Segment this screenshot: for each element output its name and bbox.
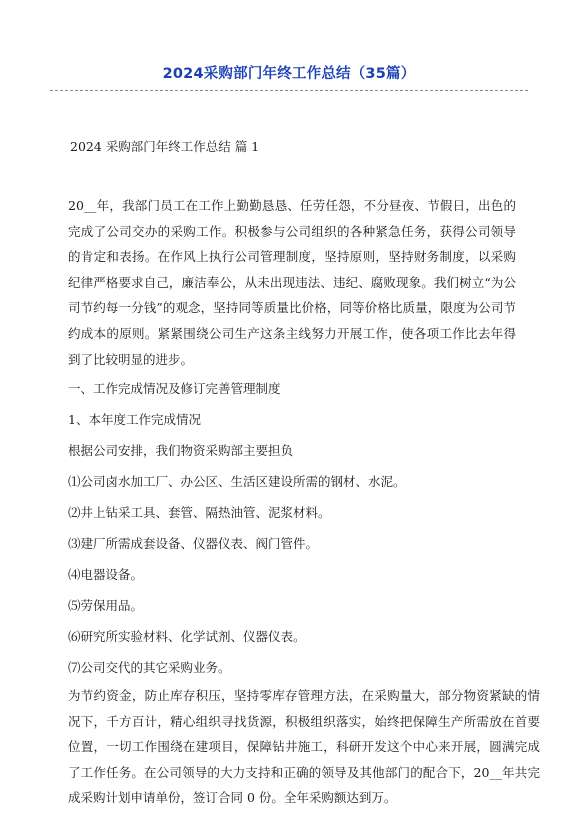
paragraph-procurement: [68, 683, 540, 811]
paragraph-intro-text: 20__年，我部门员工在工作上勤勤恳恳、任劳任怨，不分昼夜、节假日，出色的完成了公司交办的采购工作。积极参与公司组织的各种紧急任务，获得公司领导的肯定和表扬。在作风上执行公司管理制度，坚持原则，坚持财务制度，以采购纪律严格要求自己，廉洁奉公，从未出现违法、违纪、腐败现象。我们树立“为公司节约每一分钱”的观念，坚持同等质量比价格，同等价格比质量，限度为公司节约成本的原则。紧紧围绕公司生产这条主线努力开展工作，使各项工作比去年得到了比较明显的进步。: [68, 198, 516, 367]
list-item: ⑶建厂所需成套设备、仪器仪表、阀门管件。: [68, 536, 319, 551]
paragraph-procurement-text: 为节约资金，防止库存积压，坚持零库存管理方法，在采购量大，部分物资紧缺的情况下，千方百计，精心组织寻找货源，积极组织落实，始终把保障生产所需放在首要位置，一切工作围绕在建项目，保障钻井施工，科研开发这个中心来开展，圆满完成了工作任务。在公司领导的大力支持和正确的领导及其他部门的配合下，20__年共完成采购计划申请单份，签订合同 0 份。全年采购额达到万。: [68, 688, 540, 806]
heading-work-status: 一、工作完成情况及修订完善管理制度: [68, 381, 281, 396]
document-title: 2024采购部门年终工作总结（35篇）: [162, 66, 416, 82]
responsibility-intro: 根据公司安排，我们物资采购部主要担负: [68, 443, 294, 458]
list-item: ⑴公司卤水加工厂、办公区、生活区建设所需的钢材、水泥。: [68, 474, 406, 489]
list-item: ⑸劳保用品。: [68, 598, 144, 613]
section-title: 2024 采购部门年终工作总结 篇 1: [70, 139, 260, 154]
title-divider: [50, 90, 528, 91]
list-item: ⑵井上钻采工具、套管、隔热油管、泥浆材料。: [68, 505, 331, 520]
list-item: ⑷电器设备。: [68, 567, 144, 582]
list-item: ⑹研究所实验材料、化学试剂、仪器仪表。: [68, 629, 306, 644]
list-item: ⑺公司交代的其它采购业务。: [68, 660, 231, 675]
heading-annual-work: 1、本年度工作完成情况: [68, 412, 201, 427]
paragraph-intro: [68, 193, 516, 372]
